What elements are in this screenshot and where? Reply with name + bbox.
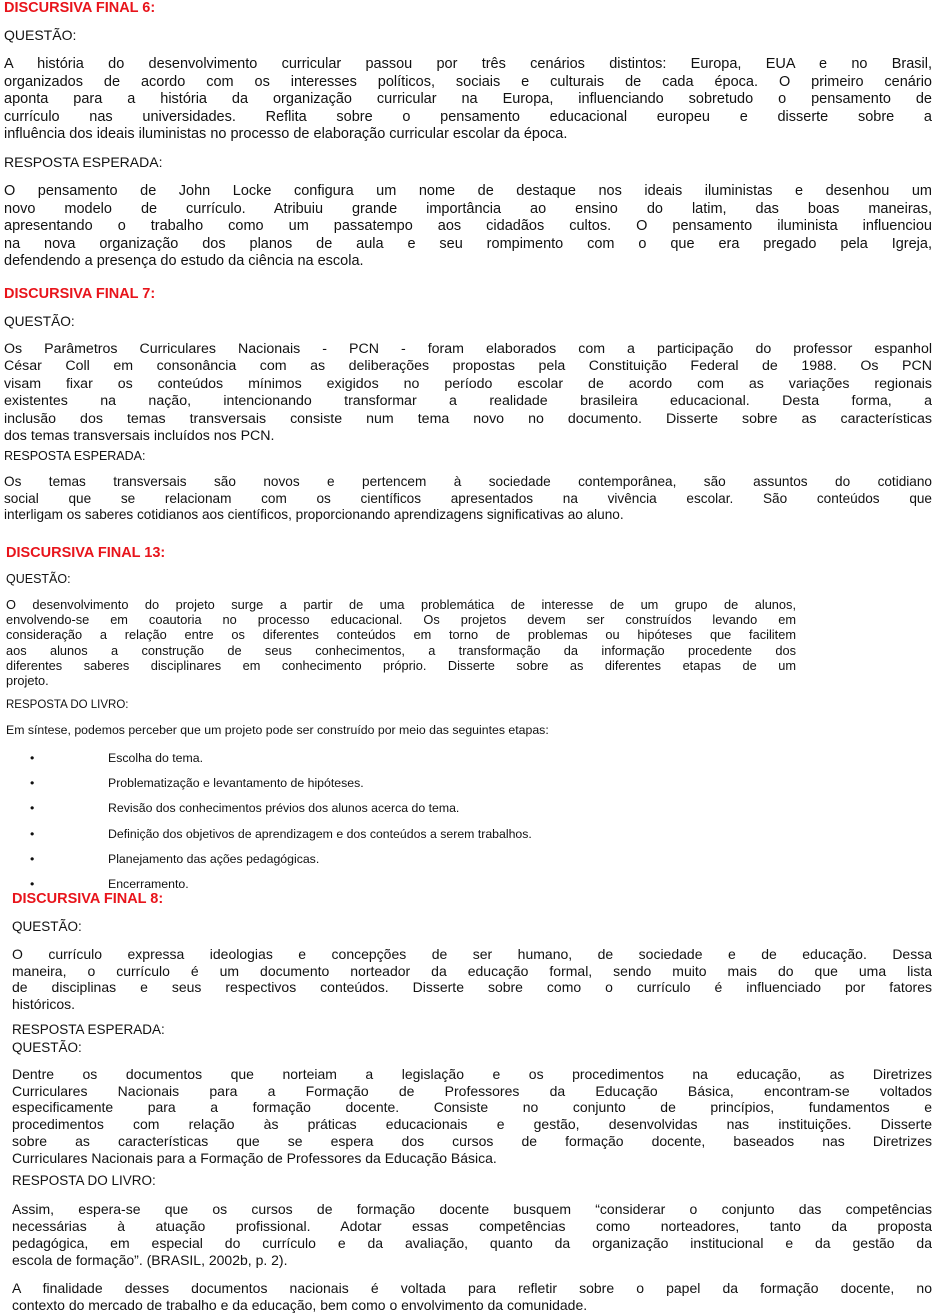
- paragraph-line: pedagógica, em especial do currículo e da avaliação, quanto da organização institucional e da gestão da: [12, 1235, 932, 1251]
- paragraph-line: projeto.: [6, 673, 49, 689]
- paragraph: [6, 722, 796, 738]
- paragraph: [4, 341, 932, 445]
- question-label: QUESTÃO:: [4, 27, 77, 43]
- paragraph-line: aos alunos a construção de seus conhecimentos, a transformação da informação procedente dos: [6, 642, 796, 658]
- bullet-icon: •: [30, 801, 35, 816]
- paragraph-line: dos temas transversais incluídos nos PCN.: [4, 428, 275, 445]
- answer-label: RESPOSTA ESPERADA:: [4, 449, 146, 463]
- paragraph-line: A história do desenvolvimento curricular passou por três cenários distintos: Europa, EUA e no Brasil,: [4, 56, 932, 72]
- section-title: DISCURSIVA FINAL 7:: [4, 286, 156, 302]
- list-item-text: Encerramento.: [108, 877, 189, 891]
- paragraph: [12, 946, 932, 1012]
- question-label: QUESTÃO:: [12, 1040, 82, 1055]
- bullet-icon: •: [30, 877, 35, 891]
- paragraph-line: Curriculares Nacionais para a Formação de Professores da Educação Básica, encontram-se voltados: [12, 1082, 932, 1099]
- paragraph-line: novo modelo de currículo. Atribuiu grande importância ao ensino do latim, das boas maneiras,: [4, 200, 932, 217]
- list-item-text: Definição dos objetivos de aprendizagem e dos conteúdos a serem trabalhos.: [108, 826, 532, 841]
- paragraph-line: necessárias à atuação profissional. Adotar essas competências como norteadores, tanto da proposta: [12, 1218, 932, 1234]
- paragraph-line: procedimentos com relação às práticas educacionais e gestão, desenvolvidas nas instituições. Disserte: [12, 1116, 932, 1133]
- paragraph-line: defendendo a presença do estudo da ciência na escola.: [4, 253, 364, 270]
- paragraph: [4, 474, 932, 524]
- paragraph-line: O pensamento de John Locke configura um nome de destaque nos ideais iluministas e desenhou um: [4, 183, 932, 199]
- paragraph: [4, 56, 932, 144]
- paragraph-line: sobre as características que se espera dos cursos de formação docente, baseados nas Diretrizes: [12, 1132, 932, 1149]
- paragraph-line: Dentre os documentos que norteiam a legislação e os procedimentos na educação, as Diretrizes: [12, 1066, 932, 1082]
- list-item-text: Problematização e levantamento de hipóteses.: [108, 776, 364, 791]
- paragraph-line: diferentes saberes disciplinares em conhecimento próprio. Disserte sobre as diferentes etapas de um: [6, 657, 796, 673]
- paragraph: [12, 1280, 932, 1314]
- paragraph-line: históricos.: [12, 995, 76, 1012]
- paragraph-line: escola de formação”. (BRASIL, 2002b, p. 2).: [12, 1252, 288, 1268]
- paragraph: [6, 597, 796, 688]
- question-label: QUESTÃO:: [4, 314, 75, 329]
- paragraph-line: de disciplinas e seus respectivos conteúdos. Disserte sobre como o currículo é influenciado por fatores: [12, 979, 932, 995]
- list-item-text: Revisão dos conhecimentos prévios dos alunos acerca do tema.: [108, 801, 460, 816]
- answer-label: RESPOSTA DO LIVRO:: [12, 1173, 156, 1188]
- paragraph-line: na nova organização dos planos de aula e seu rompimento com o que era pregado pela Igreja,: [4, 235, 932, 252]
- bullet-icon: •: [30, 851, 35, 866]
- paragraph-line: Em síntese, podemos perceber que um projeto pode ser construído por meio das seguintes etapas:: [6, 723, 549, 737]
- paragraph-line: organizados de acordo com os interesses políticos, sociais e culturais de cada época. O primeiro cenário: [4, 73, 932, 90]
- answer-label: RESPOSTA DO LIVRO:: [6, 699, 129, 711]
- paragraph-line: O currículo expressa ideologias e concepções de ser humano, de sociedade e de educação. Dessa: [12, 946, 932, 962]
- section-title: DISCURSIVA FINAL 8:: [12, 891, 164, 907]
- paragraph: [12, 1201, 932, 1269]
- question-label: QUESTÃO:: [6, 572, 71, 586]
- list-item-text: Planejamento das ações pedagógicas.: [108, 851, 320, 866]
- section-title: DISCURSIVA FINAL 6:: [4, 0, 156, 16]
- paragraph-line: O desenvolvimento do projeto surge a partir de uma problemática de interesse de um grupo de alunos,: [6, 597, 796, 612]
- paragraph-line: Assim, espera-se que os cursos de formação docente busquem “considerar o conjunto das competências: [12, 1201, 932, 1217]
- paragraph-line: interligam os saberes cotidianos aos científicos, proporcionando aprendizagens significativas ao aluno.: [4, 507, 624, 523]
- paragraph-line: A finalidade desses documentos nacionais é voltada para refletir sobre o papel da formação docente, no: [12, 1280, 932, 1296]
- paragraph-line: César Coll em consonância com as deliberações propostas pela Constituição Federal de 1988. Os PCN: [4, 358, 932, 375]
- bullet-icon: •: [30, 751, 35, 765]
- paragraph-line: currículo nas universidades. Reflita sobre o pensamento educacional europeu e disserte sobre a: [4, 108, 932, 125]
- answer-label: RESPOSTA ESPERADA:: [12, 1022, 165, 1037]
- paragraph-line: inclusão dos temas transversais consiste num tema novo no documento. Disserte sobre as características: [4, 410, 932, 427]
- paragraph-line: maneira, o currículo é um documento norteador da educação formal, sendo muito mais do que uma lista: [12, 962, 932, 979]
- paragraph-line: apresentando o trabalho como um passatempo aos cidadãos cultos. O pensamento iluminista influenciou: [4, 218, 932, 235]
- paragraph-line: Os temas transversais são novos e pertencem à sociedade contemporânea, são assuntos do cotidiano: [4, 474, 932, 489]
- paragraph-line: Os Parâmetros Curriculares Nacionais - PCN - foram elaborados com a participação do professor espanhol: [4, 341, 932, 357]
- question-label: QUESTÃO:: [12, 919, 82, 934]
- paragraph-line: existentes na nação, intencionando transformar a realidade brasileira educacional. Desta forma, a: [4, 393, 932, 410]
- bullet-icon: •: [30, 826, 35, 841]
- answer-label: RESPOSTA ESPERADA:: [4, 154, 163, 170]
- paragraph-line: aponta para a história da organização curricular na Europa, influenciando sobretudo o pensamento de: [4, 91, 932, 108]
- paragraph-line: social que se relacionam com os científicos apresentados na vivência escolar. São conteúdos que: [4, 490, 932, 506]
- paragraph-line: contexto do mercado de trabalho e da educação, bem como o envolvimento da comunidade.: [12, 1297, 588, 1313]
- paragraph-line: visam fixar os conteúdos mínimos exigidos no período escolar de acordo com as variações regionais: [4, 375, 932, 392]
- list-item-text: Escolha do tema.: [108, 751, 204, 765]
- bullet-icon: •: [30, 776, 35, 791]
- paragraph-line: especificamente para a formação docente. Consiste no conjunto de princípios, fundamentos e: [12, 1099, 932, 1116]
- paragraph: [12, 1066, 932, 1166]
- paragraph: [4, 183, 932, 271]
- paragraph-line: Curriculares Nacionais para a Formação de Professores da Educação Básica.: [12, 1149, 497, 1166]
- section-title: DISCURSIVA FINAL 13:: [6, 545, 166, 561]
- paragraph-line: consideração a relação entre os diferentes conteúdos em torno de problemas ou hipóteses que facilitem: [6, 627, 796, 643]
- paragraph-line: envolvendo-se em coautoria no processo educacional. Os projetos devem ser construídos levando em: [6, 612, 796, 628]
- paragraph-line: influência dos ideais iluministas no processo de elaboração curricular escolar da época.: [4, 126, 568, 143]
